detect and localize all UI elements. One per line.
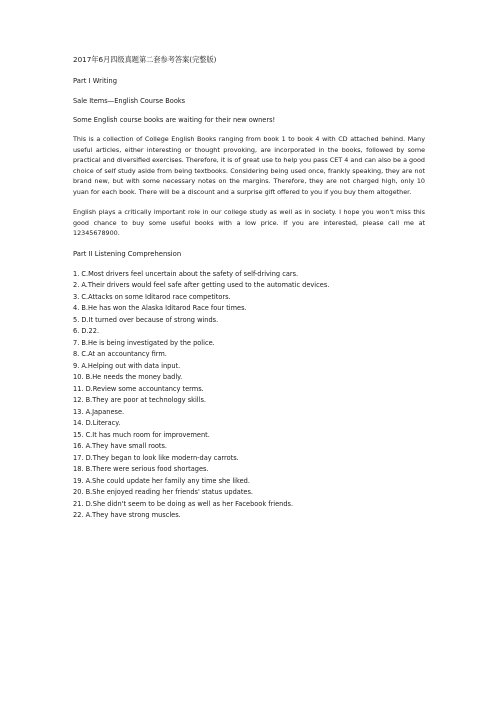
answer-item: 14. D.Literacy. [73, 419, 121, 427]
answer-item: 22. A.They have strong muscles. [73, 511, 181, 519]
answer-item: 11. D.Review some accountancy terms. [73, 384, 204, 393]
answer-item: 17. D.They began to look like modern-day carrots. [73, 453, 239, 462]
answer-item: 16. A.They have small roots. [73, 442, 168, 450]
essay-paragraph-2: English plays a critically important role in our college study as well as in society. I hope you won't miss this good chance to buy some useful books with a low price. If you are interested, please call me at 12345678900. [73, 208, 425, 237]
answer-item: 8. C.At an accountancy firm. [73, 350, 167, 358]
document-page [73, 55, 425, 522]
essay-title: Sale Items—English Course Books [73, 97, 186, 105]
answer-item: 19. A.She could update her family any time she liked. [73, 476, 250, 485]
answer-item: 3. C.Attacks on some Iditarod race competitors. [73, 292, 231, 301]
answer-item: 2. A.Their drivers would feel safe after getting used to the automatic devices. [73, 281, 330, 289]
answer-item: 10. B.He needs the money badly. [73, 373, 183, 381]
part2-heading: Part II Listening Comprehension [73, 249, 182, 258]
essay-headline: Some English course books are waiting for their new owners! [73, 116, 276, 124]
answer-item: 21. D.She didn't seem to be doing as well as her Facebook friends. [73, 499, 294, 508]
answer-list [73, 269, 425, 522]
essay-paragraph-1: This is a collection of College English Books ranging from book 1 to book 4 with CD attached behind. Many useful articles, either interesting or thought provoking, are incorporated in the books, followed by some practical and diversified exercises. Therefore, it is of great use to help you pass CET 4 and can also be a good choice of self study aside from being textbooks. Considering being used once, frankly speaking, they are not brand new, but with some necessary notes on the margins. Therefore, they are not charged high, only 10 yuan for each book. There will be a discount and a surprise gift offered to you if you buy them altogether. [73, 135, 425, 196]
answer-item: 9. A.Helping out with data input. [73, 361, 181, 370]
answer-item: 5. D.It turned over because of strong winds. [73, 315, 219, 324]
answer-item: 12. B.They are poor at technology skills. [73, 396, 206, 404]
part1-heading: Part I Writing [73, 77, 118, 85]
answer-item: 7. B.He is being investigated by the police. [73, 338, 215, 347]
answer-item: 4. B.He has won the Alaska Iditarod Race four times. [73, 304, 247, 312]
answer-item: 20. B.She enjoyed reading her friends' status updates. [73, 488, 253, 496]
document-title: 2017年6月四级真题第二套参考答案(完整版) [73, 55, 217, 64]
answer-item: 18. B.There were serious food shortages. [73, 465, 209, 473]
answer-item: 13. A.Japanese. [73, 407, 125, 416]
answer-item: 15. C.It has much room for improvement. [73, 430, 210, 439]
answer-item: 1. C.Most drivers feel uncertain about the safety of self-driving cars. [73, 269, 299, 278]
answer-item: 6. D.22. [73, 327, 100, 335]
